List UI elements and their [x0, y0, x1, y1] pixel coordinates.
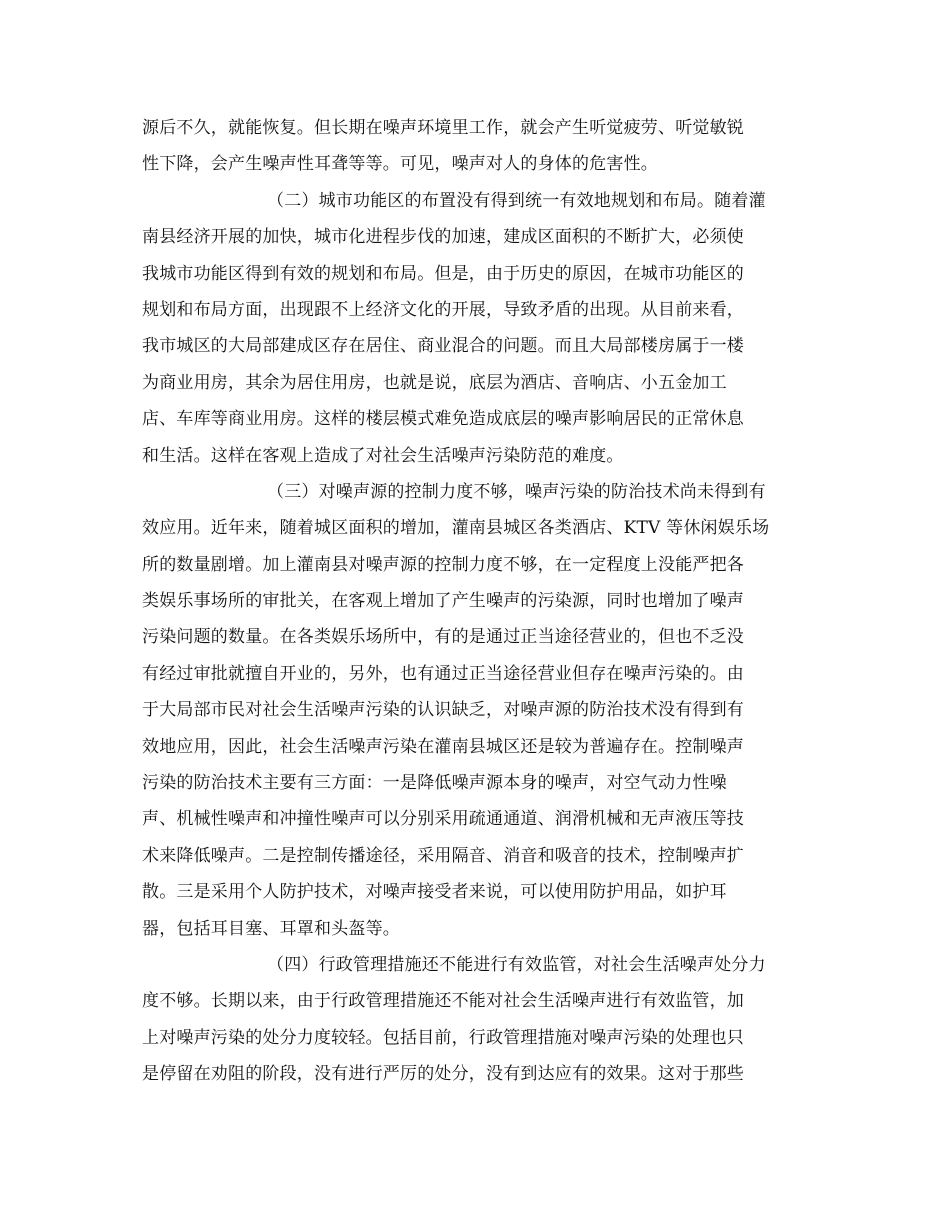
- text-line: 是停留在劝阻的阶段，没有进行严厉的处分，没有到达应有的效果。这对于那些: [142, 1064, 744, 1085]
- text-line: 声、机械性噪声和冲撞性噪声可以分别采用疏通通道、润滑机械和无声液压等技: [142, 809, 744, 830]
- text-line: 我市城区的大局部建成区存在居住、商业混合的问题。而且大局部楼房属于一楼: [142, 336, 744, 357]
- section-heading-line: （四）行政管理措施还不能进行有效监管，对社会生活噪声处分力: [267, 954, 766, 975]
- text-line: 效应用。近年来，随着城区面积的增加，灌南县城区各类酒店、KTV 等休闲娱乐场: [142, 518, 770, 539]
- text-line: 和生活。这样在客观上造成了对社会生活噪声污染防范的难度。: [142, 445, 624, 466]
- text-line: 规划和布局方面，出现跟不上经济文化的开展，导致矛盾的出现。从目前来看，: [142, 299, 744, 320]
- text-line: 所的数量剧增。加上灌南县对噪声源的控制力度不够，在一定程度上没能严把各: [142, 554, 744, 575]
- text-line: 于大局部市民对社会生活噪声污染的认识缺乏，对噪声源的防治技术没有得到有: [142, 700, 744, 721]
- document-body: [142, 110, 802, 1093]
- text-line: 污染问题的数量。在各类娱乐场所中，有的是通过正当途径营业的，但也不乏没: [142, 627, 744, 648]
- text-line: 污染的防治技术主要有三方面：一是降低噪声源本身的噪声，对空气动力性噪: [142, 773, 727, 794]
- text-line: 器，包括耳目塞、耳罩和头盔等。: [142, 918, 400, 939]
- text-line: 店、车库等商业用房。这样的楼层模式难免造成底层的噪声影响居民的正常休息: [142, 409, 744, 430]
- text-line: 性下降，会产生噪声性耳聋等等。可见，噪声对人的身体的危害性。: [142, 154, 658, 175]
- text-line: 度不够。长期以来，由于行政管理措施还不能对社会生活噪声进行有效监管，加: [142, 991, 744, 1012]
- section-heading-line: （三）对噪声源的控制力度不够，噪声污染的防治技术尚未得到有: [267, 481, 766, 502]
- text-line: 类娱乐事场所的审批关，在客观上增加了产生噪声的污染源，同时也增加了噪声: [142, 591, 744, 612]
- text-line: 有经过审批就擅自开业的，另外，也有通过正当途径营业但存在噪声污染的。由: [142, 663, 744, 684]
- text-line: 术来降低噪声。二是控制传播途径，采用隔音、消音和吸音的技术，控制噪声扩: [142, 845, 744, 866]
- text-line: 上对噪声污染的处分力度较轻。包括目前，行政管理措施对噪声污染的处理也只: [142, 1027, 744, 1048]
- text-line: 为商业用房，其余为居住用房，也就是说，底层为酒店、音响店、小五金加工: [142, 372, 727, 393]
- text-line: 散。三是采用个人防护技术，对噪声接受者来说，可以使用防护用品，如护耳: [142, 882, 727, 903]
- text-line: 效地应用，因此，社会生活噪声污染在灌南县城区还是较为普遍存在。控制噪声: [142, 736, 744, 757]
- section-heading-line: （二）城市功能区的布置没有得到统一有效地规划和布局。随着灌: [267, 190, 766, 211]
- text-line: 南县经济开展的加快，城市化进程步伐的加速，建成区面积的不断扩大，必须使: [142, 227, 744, 248]
- text-line: 我城市功能区得到有效的规划和布局。但是，由于历史的原因，在城市功能区的: [142, 263, 744, 284]
- text-line: 源后不久，就能恢复。但长期在噪声环境里工作，就会产生听觉疲劳、听觉敏锐: [142, 118, 744, 138]
